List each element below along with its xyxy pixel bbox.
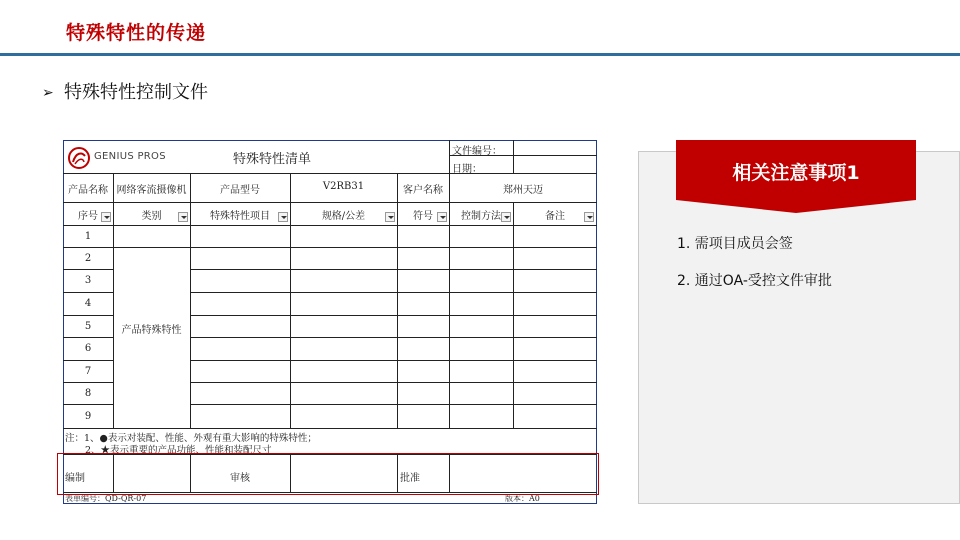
- product-name-value: 网络客流摄像机: [116, 185, 187, 196]
- filter-dropdown-icon[interactable]: [584, 212, 594, 222]
- row-number: 4: [84, 298, 92, 309]
- arrow-bullet-icon: ➢: [42, 85, 54, 101]
- form-note-1: 注：1、●表示对装配、性能、外观有重大影响的特殊特性；: [65, 433, 317, 444]
- logo-wordmark: GENIUS PROS: [94, 151, 166, 162]
- notes-banner-title: 相关注意事项1: [732, 162, 860, 184]
- col-header-item: 特殊特性项目: [210, 211, 270, 222]
- product-model-value: V2RB31: [322, 181, 365, 192]
- genius-pros-logo-icon: [67, 146, 91, 170]
- col-header-symbol: 符号: [413, 211, 433, 222]
- special-characteristics-form: [63, 140, 597, 504]
- footer-version: 版本：A0: [505, 494, 540, 503]
- sign-prepare-label: 编制: [65, 473, 85, 484]
- bullet-item: [42, 78, 208, 104]
- footer-form-number: 表单编号：QD-QR-07: [65, 494, 147, 503]
- product-name-label: 产品名称: [68, 185, 108, 196]
- row-number: 7: [84, 366, 92, 377]
- doc-number-label: 文件编号：: [452, 146, 502, 157]
- row-number: 6: [84, 343, 92, 354]
- col-header-remark: 备注: [545, 211, 565, 222]
- highlight-box: [57, 453, 599, 495]
- customer-value: 郑州天迈: [503, 185, 543, 196]
- col-header-spec: 规格/公差: [321, 211, 366, 222]
- filter-dropdown-icon[interactable]: [385, 212, 395, 222]
- row-number: 3: [84, 275, 92, 286]
- row-number: 2: [84, 253, 92, 264]
- sign-approve-label: 批准: [400, 473, 420, 484]
- filter-dropdown-icon[interactable]: [437, 212, 447, 222]
- sign-review-label: 审核: [230, 473, 250, 484]
- row-number: 8: [84, 388, 92, 399]
- col-header-control: 控制方法: [461, 211, 501, 222]
- row-number: 5: [84, 321, 92, 332]
- filter-dropdown-icon[interactable]: [278, 212, 288, 222]
- note-item-2: 2. 通过OA-受控文件审批: [677, 273, 832, 289]
- col-header-category: 类别: [141, 211, 162, 222]
- form-title: 特殊特性清单: [233, 152, 312, 167]
- date-label: 日期：: [452, 164, 482, 175]
- filter-dropdown-icon[interactable]: [501, 212, 511, 222]
- note-item-1: 1. 需项目成员会签: [677, 236, 793, 252]
- row-number: 9: [84, 411, 92, 422]
- filter-dropdown-icon[interactable]: [178, 212, 188, 222]
- row-number: 1: [84, 231, 92, 242]
- col-header-seq: 序号: [78, 211, 98, 222]
- title-divider: [0, 53, 960, 56]
- category-merged-cell: 产品特殊特性: [121, 325, 182, 336]
- product-model-label: 产品型号: [220, 185, 260, 196]
- customer-label: 客户名称: [403, 185, 443, 196]
- filter-dropdown-icon[interactable]: [101, 212, 111, 222]
- slide-title: 特殊特性的传递: [66, 22, 207, 44]
- form-note-2: 2、★表示重要的产品功能、性能和装配尺寸: [85, 445, 272, 456]
- bullet-text: 特殊特性控制文件: [64, 82, 208, 103]
